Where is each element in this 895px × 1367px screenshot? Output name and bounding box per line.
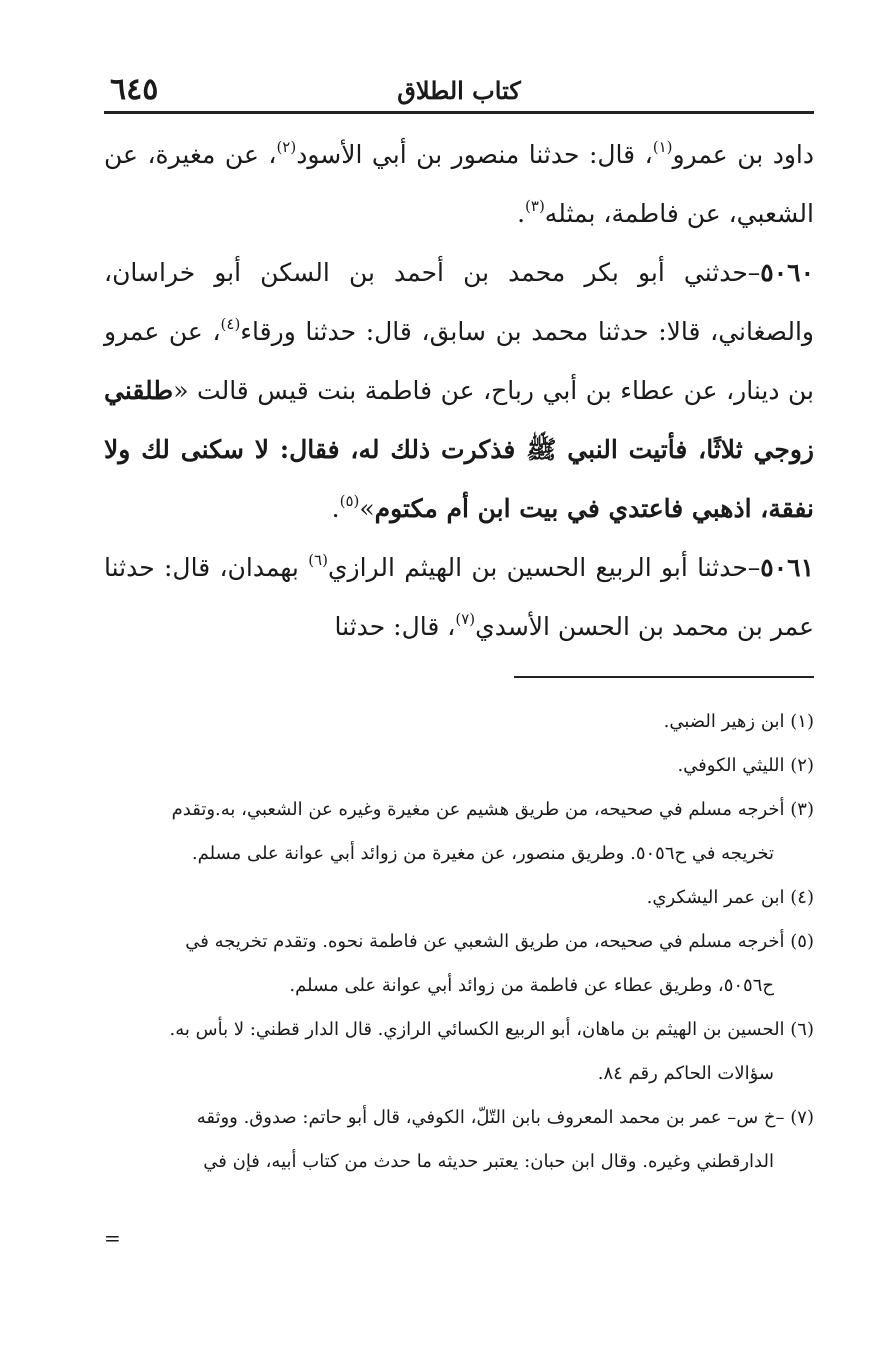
text-run: . bbox=[517, 199, 526, 228]
footnote-2 bbox=[104, 744, 814, 788]
footnote-line: (٥) أخرجه مسلم في صحيحه، من طريق الشعبي عن فاطمة نحوه. وتقدم تخريجه في bbox=[185, 931, 814, 952]
text-run: » bbox=[359, 494, 375, 523]
footnote-5 bbox=[104, 920, 814, 1008]
footnote-line: سؤالات الحاكم رقم ٨٤. bbox=[597, 1063, 774, 1084]
footnote-line: (٧) –خ س– عمر بن محمد المعروف بابن التّلّ، الكوفي، قال أبو حاتم: صدوق. ووثقه bbox=[196, 1107, 814, 1128]
page-header bbox=[104, 70, 814, 110]
hadith-5060 bbox=[104, 243, 814, 538]
footnotes bbox=[104, 700, 814, 1184]
footnote-line: (٢) الليثي الكوفي. bbox=[677, 755, 814, 776]
hadith-5061 bbox=[104, 538, 814, 656]
footnote-ref: (٢) bbox=[276, 138, 297, 156]
footnote-line: ح٥٠٥٦، وطريق عطاء عن فاطمة من زوائد أبي عوانة على مسلم. bbox=[289, 975, 774, 996]
hadith-number: ٥٠٦١ bbox=[760, 553, 814, 582]
footnote-3 bbox=[104, 788, 814, 876]
footnote-line: تخريجه في ح٥٠٥٦. وطريق منصور، عن مغيرة من زوائد أبي عوانة على مسلم. bbox=[191, 843, 774, 864]
text-run: –حدثني أبو بكر محمد بن أحمد بن السكن أبو خراسان، والصغاني، قالا: حدثنا محمد بن سابق، قال: حدثنا ورقاء bbox=[104, 258, 814, 346]
text-run: داود بن عمرو bbox=[672, 140, 815, 169]
text-run: ، عن عمرو بن دينار، عن عطاء بن أبي رباح، عن فاطمة بنت قيس قالت « bbox=[104, 317, 814, 405]
text-run: بهمدان، قال: حدثنا عمر بن محمد بن الحسن الأسدي bbox=[104, 553, 814, 641]
footnote-line: (٤) ابن عمر اليشكري. bbox=[646, 887, 814, 908]
footnote-line: الدارقطني وغيره. وقال ابن حبان: يعتبر حديثه ما حدث من كتاب أبيه، فإن في bbox=[203, 1151, 774, 1172]
text-run: ، قال: حدثنا bbox=[334, 612, 456, 641]
text-run: –حدثنا أبو الربيع الحسين بن الهيثم الرازي bbox=[327, 553, 761, 582]
footnote-ref: (٧) bbox=[455, 610, 476, 628]
hadith-number: ٥٠٦٠ bbox=[760, 258, 814, 287]
footnote-rule bbox=[514, 676, 814, 678]
running-title: كتاب الطلاق bbox=[397, 76, 521, 105]
footnote-6 bbox=[104, 1008, 814, 1096]
footnote-ref: (١) bbox=[652, 138, 673, 156]
text-run: ، قال: حدثنا منصور بن أبي الأسود bbox=[296, 140, 653, 169]
paragraph-continuation bbox=[104, 125, 814, 243]
text-run: . bbox=[331, 494, 340, 523]
footnote-ref: (٥) bbox=[339, 492, 360, 510]
footnote-1 bbox=[104, 700, 814, 744]
footnote-line: (٣) أخرجه مسلم في صحيحه، من طريق هشيم عن مغيرة وغيره عن الشعبي، به.وتقدم bbox=[171, 799, 814, 820]
footnote-7 bbox=[104, 1096, 814, 1184]
header-rule bbox=[104, 111, 814, 114]
footnote-line: (١) ابن زهير الضبي. bbox=[663, 711, 814, 732]
page-number: ٦٤٥ bbox=[110, 72, 159, 107]
footnote-ref: (٤) bbox=[220, 315, 241, 333]
continued-mark: = bbox=[104, 1226, 121, 1250]
footnote-ref: (٣) bbox=[525, 197, 545, 215]
hadith-quote: طلقني زوجي ثلاثًا، فأتيت النبي ﷺ فذكرت ذلك له، فقال: لا سكنى لك ولا نفقة، اذهبي فاعتدي في بيت ابن أم مكتوم bbox=[104, 376, 814, 523]
footnote-4 bbox=[104, 876, 814, 920]
footnote-line: (٦) الحسين بن الهيثم بن ماهان، أبو الربيع الكسائي الرازي. قال الدار قطني: لا بأس به. bbox=[169, 1019, 814, 1040]
main-text bbox=[104, 125, 814, 656]
footnote-ref: (٦) bbox=[308, 551, 328, 569]
text-run: ، عن مغيرة، عن الشعبي، عن فاطمة، بمثله bbox=[104, 140, 814, 228]
